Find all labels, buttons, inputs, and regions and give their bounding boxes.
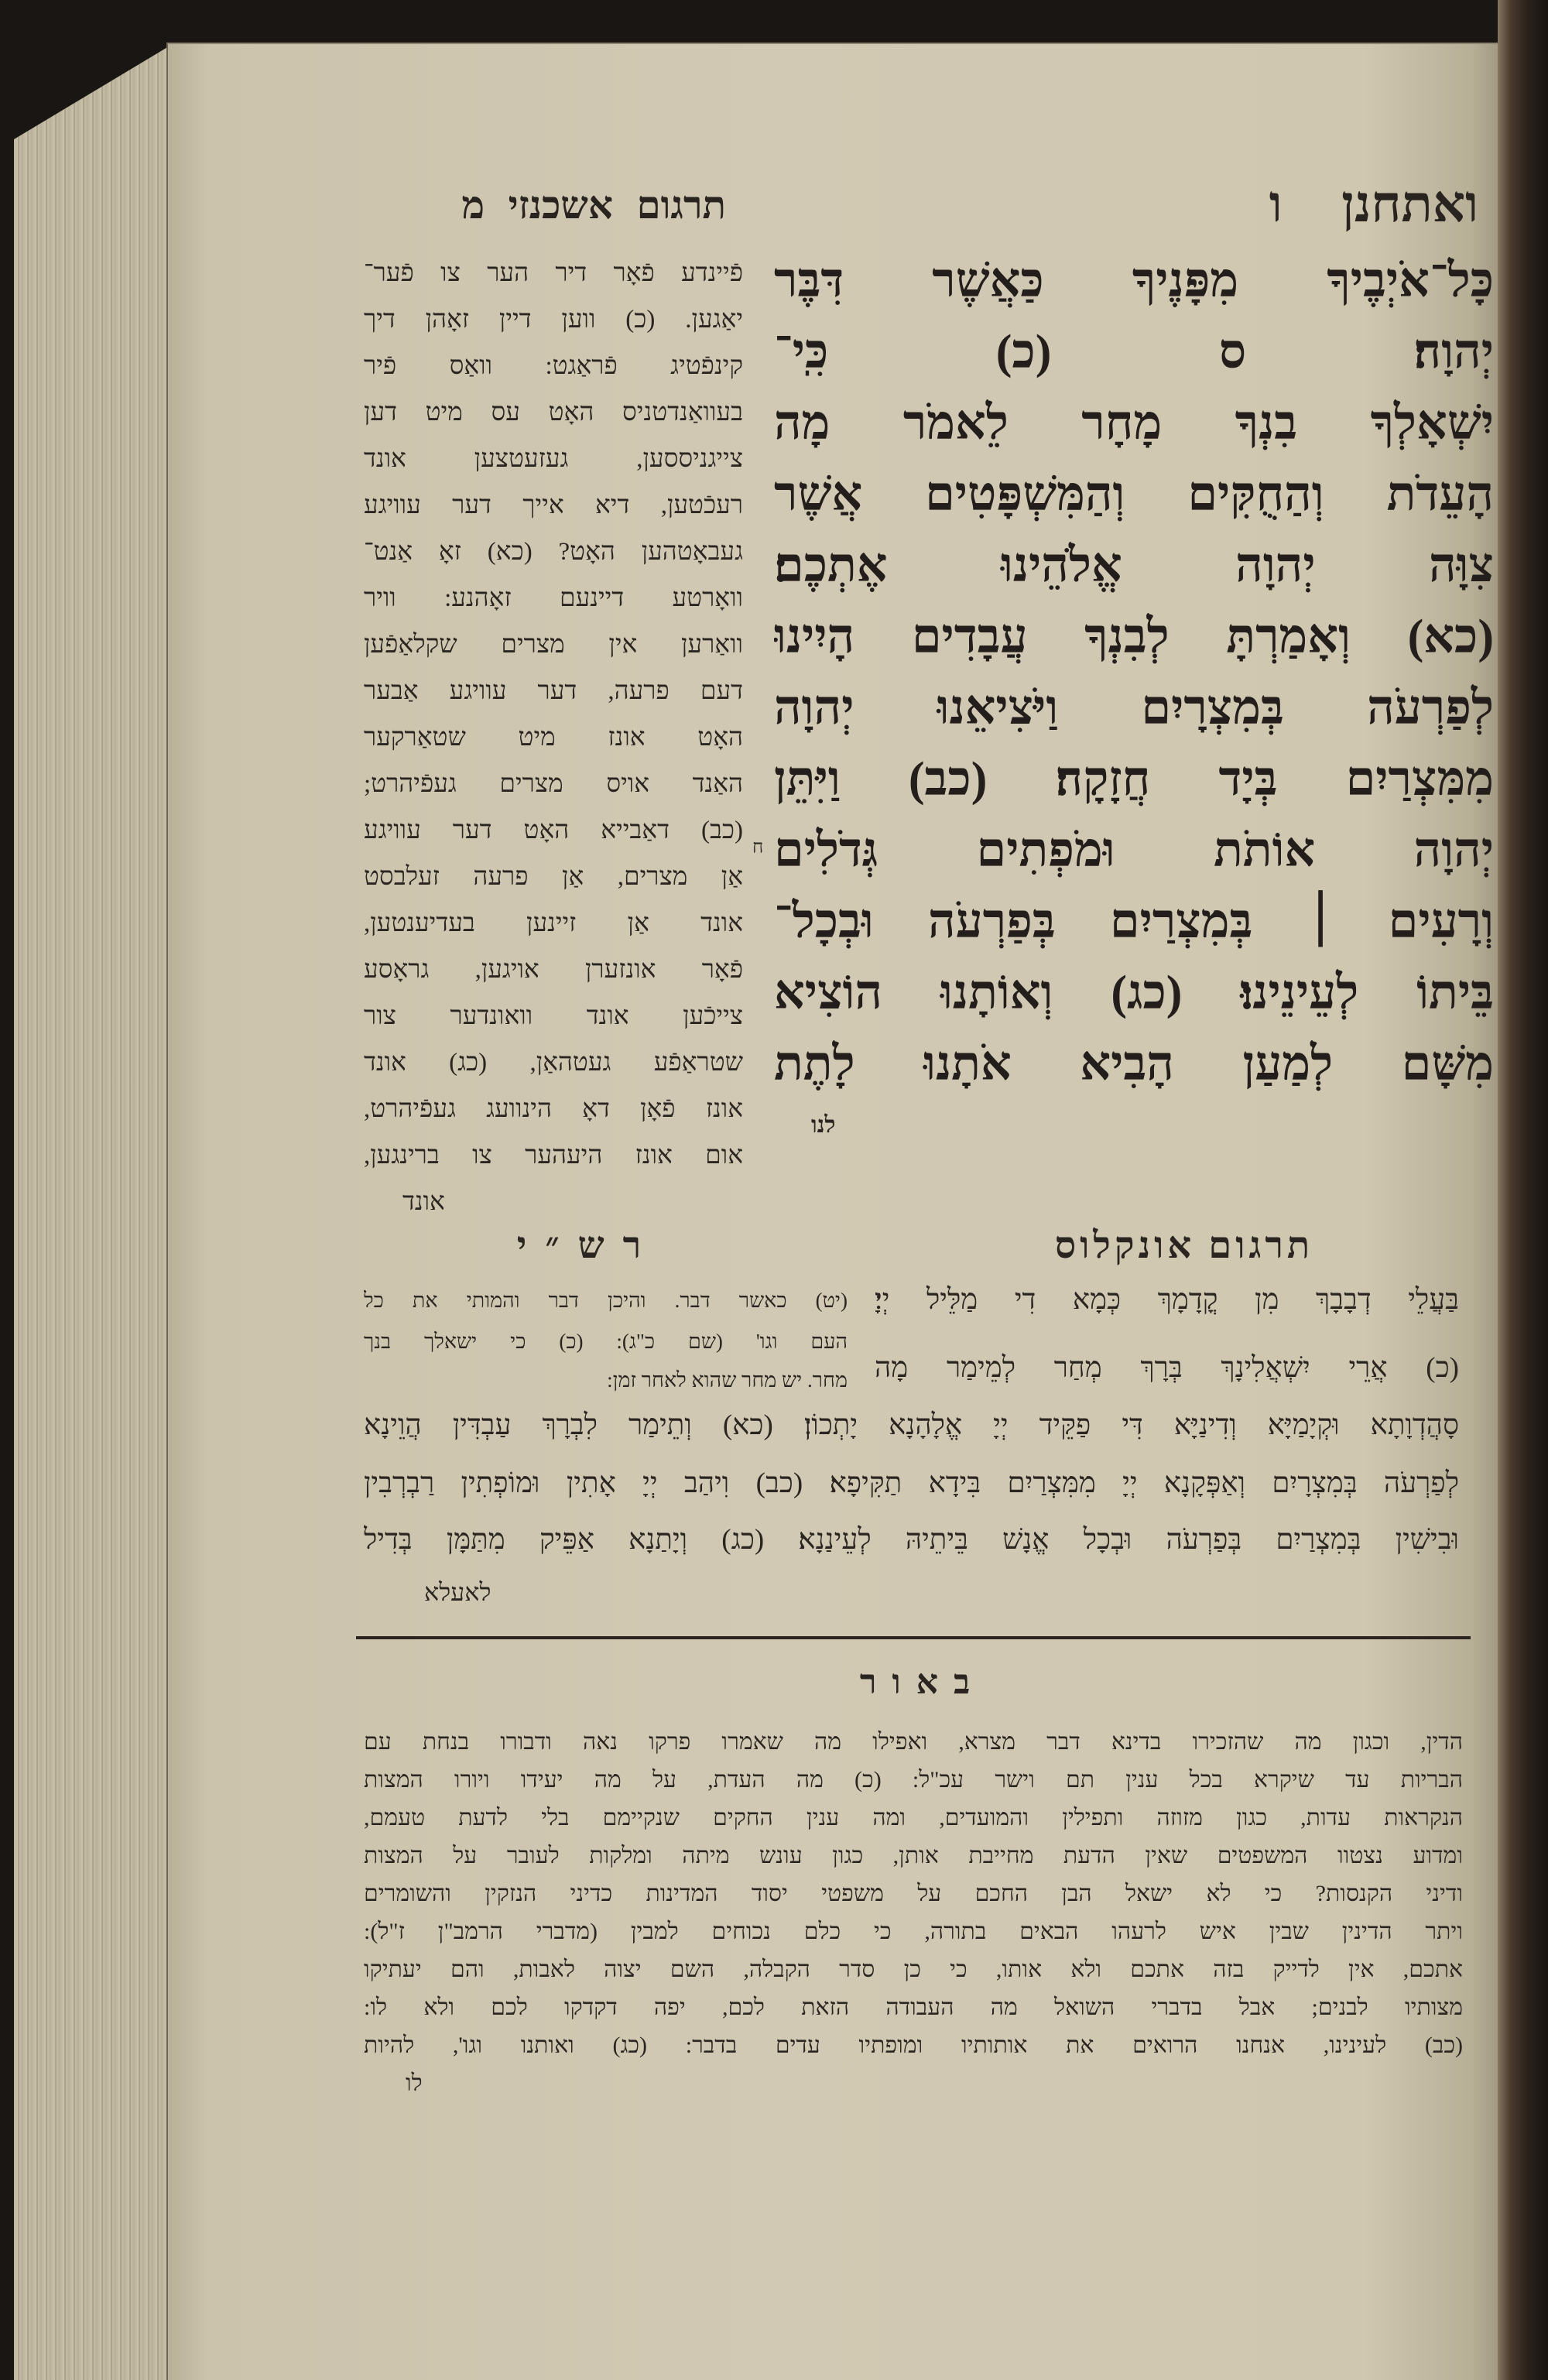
- biur-line-4: ומדוע נצטוו המשפטים שאין הדעת מחייבת אותן, כגון עונש מיתה ומלקות לעובר על המצות: [364, 1843, 1463, 1868]
- torah-line-3: יִשְׁאָלְךָ בִנְךָ מָחָר לֵאמֹר מָה: [774, 397, 1494, 450]
- onkelos-line-3: סָהֲדְוָתָא וּקְיָמַיָּא וְדִינַיָּא דִּי פַקֵּיד יְיָ אֱלָהָנָא יָתְכוֹן׃ (כא) וְתֵימַר לִבְרָךְ עַבְדִּין הֲוֵינָא: [364, 1409, 1459, 1441]
- torah-line-7: לְפַרְעֹה בְּמִצְרָיִם וַיֹּצִיאֵנוּ יְהוָה: [774, 682, 1494, 735]
- targum-ashkenazi-line-8: וואָרטע דיינעם זאָהנע: וויר: [364, 584, 743, 612]
- torah-margin-mark: ח: [752, 837, 764, 858]
- biur-line-7: אתכם, אין לדייק בזה אתכם ולא אותו, כי כן סדר הקבלה, השם יצוה לאבות, והם יעתיקו: [364, 1957, 1463, 1982]
- page-stack-edges: [14, 46, 169, 2380]
- onkelos-line-5: וּבִישִׁין בְּמִצְרַיִם בְּפַרְעֹה וּבְכָל אֱנָשׁ בֵּיתֵיהּ לְעֵינַנָא׃ (כג) וְיָתַנָא אַפֵּיק מִתַּמָּן בְּדִיל: [364, 1524, 1459, 1556]
- biur-heading: באור: [859, 1663, 986, 1701]
- biur-line-2: הבריות עד שיקרא בכל ענין תם וישר עכ"ל: (כ) מה העדת, על מה יעידו ויורו המצות: [364, 1767, 1463, 1793]
- targum-ashkenazi-line-18: שטראַפֿע געטהאַן, (כג) אונד: [364, 1049, 743, 1077]
- biur-line-1: הדין, וכגון מה שהזכירו בדינא דבר מצרא, ואפילו מה שאמרו פרקו נאה ודבורו בנחת עם: [364, 1729, 1463, 1755]
- onkelos-catchword: לאעלא: [424, 1578, 491, 1606]
- torah-line-5: צִוָּה יְהוָה אֱלֹהֵינוּ אֶתְכֶם׃: [774, 539, 1494, 592]
- torah-text-column: [774, 245, 1494, 1100]
- biur-catchword: לו: [406, 2070, 423, 2096]
- torah-catchword: לנו: [811, 1112, 836, 1138]
- torah-line-8: מִמִּצְרַיִם בְּיָד חֲזָקָה׃ (כב) וַיִּתֵּן: [774, 753, 1494, 806]
- targum-ashkenazi-catchword: אונד: [402, 1188, 445, 1216]
- rashi-line-1: (יט) כאשר דבר. והיכן דבר והמותי את כל: [364, 1289, 848, 1312]
- onkelos-line-2: (כ) אֲרֵי יִשְׁאֲלִינָךְ בְּרָךְ מְחַר לְמֵימַר מָה: [875, 1352, 1459, 1384]
- torah-line-10: וְרָעִים ׀ בְּמִצְרַיִם בְּפַרְעֹה וּבְכָל־: [774, 895, 1494, 948]
- torah-line-4: הָעֵדֹת וְהַחֻקִּים וְהַמִּשְׁפָּטִים אֲשֶׁר: [774, 468, 1494, 521]
- biur-line-3: הנקראות עדות, כגון מזוזה ותפילין והמועדים, ומה ענין החקים שנקיימם בלי לדעת טעמם,: [364, 1805, 1463, 1830]
- biur-line-8: מצותיו לבנים; אבל בדברי השואל מה העבודה הזאת לכם, יפה דקדקו לכם ולא לו:: [364, 1995, 1463, 2020]
- onkelos-line-4: לְפַרְעֹה בְּמִצְרָיִם וְאַפְּקָנָא יְיָ מִמִּצְרַיִם בִּידָא תַקִּיפָא׃ (כב) וִיהַב יְיָ אָתִין וּמוֹפְתִין רַבְרְבִין: [364, 1467, 1459, 1499]
- torah-line-9: יְהוָה אוֹתֹת וּמֹפְתִים גְּדֹלִים: [774, 824, 1494, 877]
- rashi-heading: רש״י: [516, 1225, 660, 1266]
- biur-line-5: ודיני הקנסות? כי לא ישאל הבן החכם על משפטי יסוד המדינות כדיני הנזקין והשומרים: [364, 1881, 1463, 1906]
- targum-ashkenazi-line-19: אונז פֿאָן דאָ הינוועג געפֿיהרט,: [364, 1095, 743, 1123]
- rashi-line-2: העם וגו' (שם כ"ג): (כ) כי ישאלך בנך: [364, 1330, 848, 1353]
- targum-ashkenazi-line-17: צייכֿען אונד וואונדער צור: [364, 1002, 743, 1030]
- onkelos-heading: תרגום אונקלוס: [1054, 1225, 1314, 1266]
- book-binding: [1498, 0, 1548, 2380]
- targum-ashkenazi-line-6: רעכֿטען, דיא אייך דער עוויגע: [364, 491, 743, 519]
- targum-ashkenazi-line-12: האַנד אויס מצרים געפֿיהרט;: [364, 770, 743, 798]
- biur-line-6: ויתר הדינין שבין איש לרעהו הבאים בתורה, כי כלם נכוחים למבין (מדברי הרמב"ן ז"ל):: [364, 1919, 1463, 1944]
- targum-ashkenazi-line-16: פֿאָר אונזערן אויגען, גראָסע: [364, 956, 743, 984]
- running-header-targum-title: תרגום אשכנזי מ: [461, 183, 726, 227]
- torah-line-1: כָּל־אֹיְבֶיךָ מִפָּנֶיךָ כַּאֲשֶׁר דִּבֶּר: [774, 255, 1494, 307]
- targum-ashkenazi-line-20: אום אונז היעהער צו ברינגען,: [364, 1142, 743, 1169]
- torah-line-2: יְהוָה׃ ס (כ) כִּֽי־: [774, 326, 1494, 378]
- targum-ashkenazi-line-14: אַן מצרים, אַן פרעה זעלבסט: [364, 863, 743, 891]
- targum-ashkenazi-line-15: אונד אַן זיינען בעדיענטען,: [364, 909, 743, 937]
- onkelos-line-1: בַּעֲלֵי דְבָבָךְ מִן קֳדָמָךְ כְּמָא דִי מַלֵּיל יְיָ׃: [875, 1284, 1459, 1316]
- targum-ashkenazi-line-1: פֿיינדע פֿאָר דיר הער צו פֿער־: [364, 259, 743, 287]
- torah-line-6: (כא) וְאָמַרְתָּ לְבִנְךָ עֲבָדִים הָיִינוּ: [774, 611, 1494, 663]
- torah-line-12: מִשָּׁם לְמַעַן הָבִיא אֹתָנוּ לָתֶת: [774, 1038, 1494, 1091]
- targum-ashkenazi-line-13: (כב) דאַבייא האָט דער עוויגע: [364, 817, 743, 844]
- biur-line-9: (כב) לעינינו, אנחנו הרואים את אותותיו ומופתיו עדים בדבר: (כג) ואותנו וגו', להיות: [364, 2032, 1463, 2058]
- targum-ashkenazi-line-11: האָט אונז מיט שטאַרקער: [364, 724, 743, 752]
- targum-ashkenazi-line-9: וואַרען אין מצרים שקלאַפֿען: [364, 631, 743, 659]
- targum-ashkenazi-line-4: בעוואַנדטניס האָט עס מיט דען: [364, 399, 743, 426]
- section-divider-rule: [356, 1636, 1471, 1639]
- rashi-line-3: מחר. יש מחר שהוא לאחר זמן:: [607, 1368, 848, 1392]
- targum-ashkenazi-line-3: קינפֿטיג פֿראַגט: וואַס פֿיר: [364, 352, 743, 380]
- targum-ashkenazi-line-2: יאַגען. (כ) ווען דיין זאָהן דיך: [364, 306, 743, 334]
- targum-ashkenazi-line-10: דעם פרעה, דער עוויגע אַבער: [364, 677, 743, 705]
- targum-ashkenazi-line-7: געבאָטהען האָט? (כא) זאָ אַנט־: [364, 538, 743, 566]
- targum-ashkenazi-column: [364, 250, 743, 1179]
- torah-line-11: בֵּיתוֹ לְעֵינֵינוּ׃ (כג) וְאוֹתָנוּ הוֹצִיא: [774, 967, 1494, 1019]
- biur-commentary: [364, 1723, 1463, 2064]
- targum-ashkenazi-line-5: צייגניססען, געזעטצען אונד: [364, 445, 743, 473]
- running-header-parsha: ואתחנן ו: [1269, 176, 1478, 233]
